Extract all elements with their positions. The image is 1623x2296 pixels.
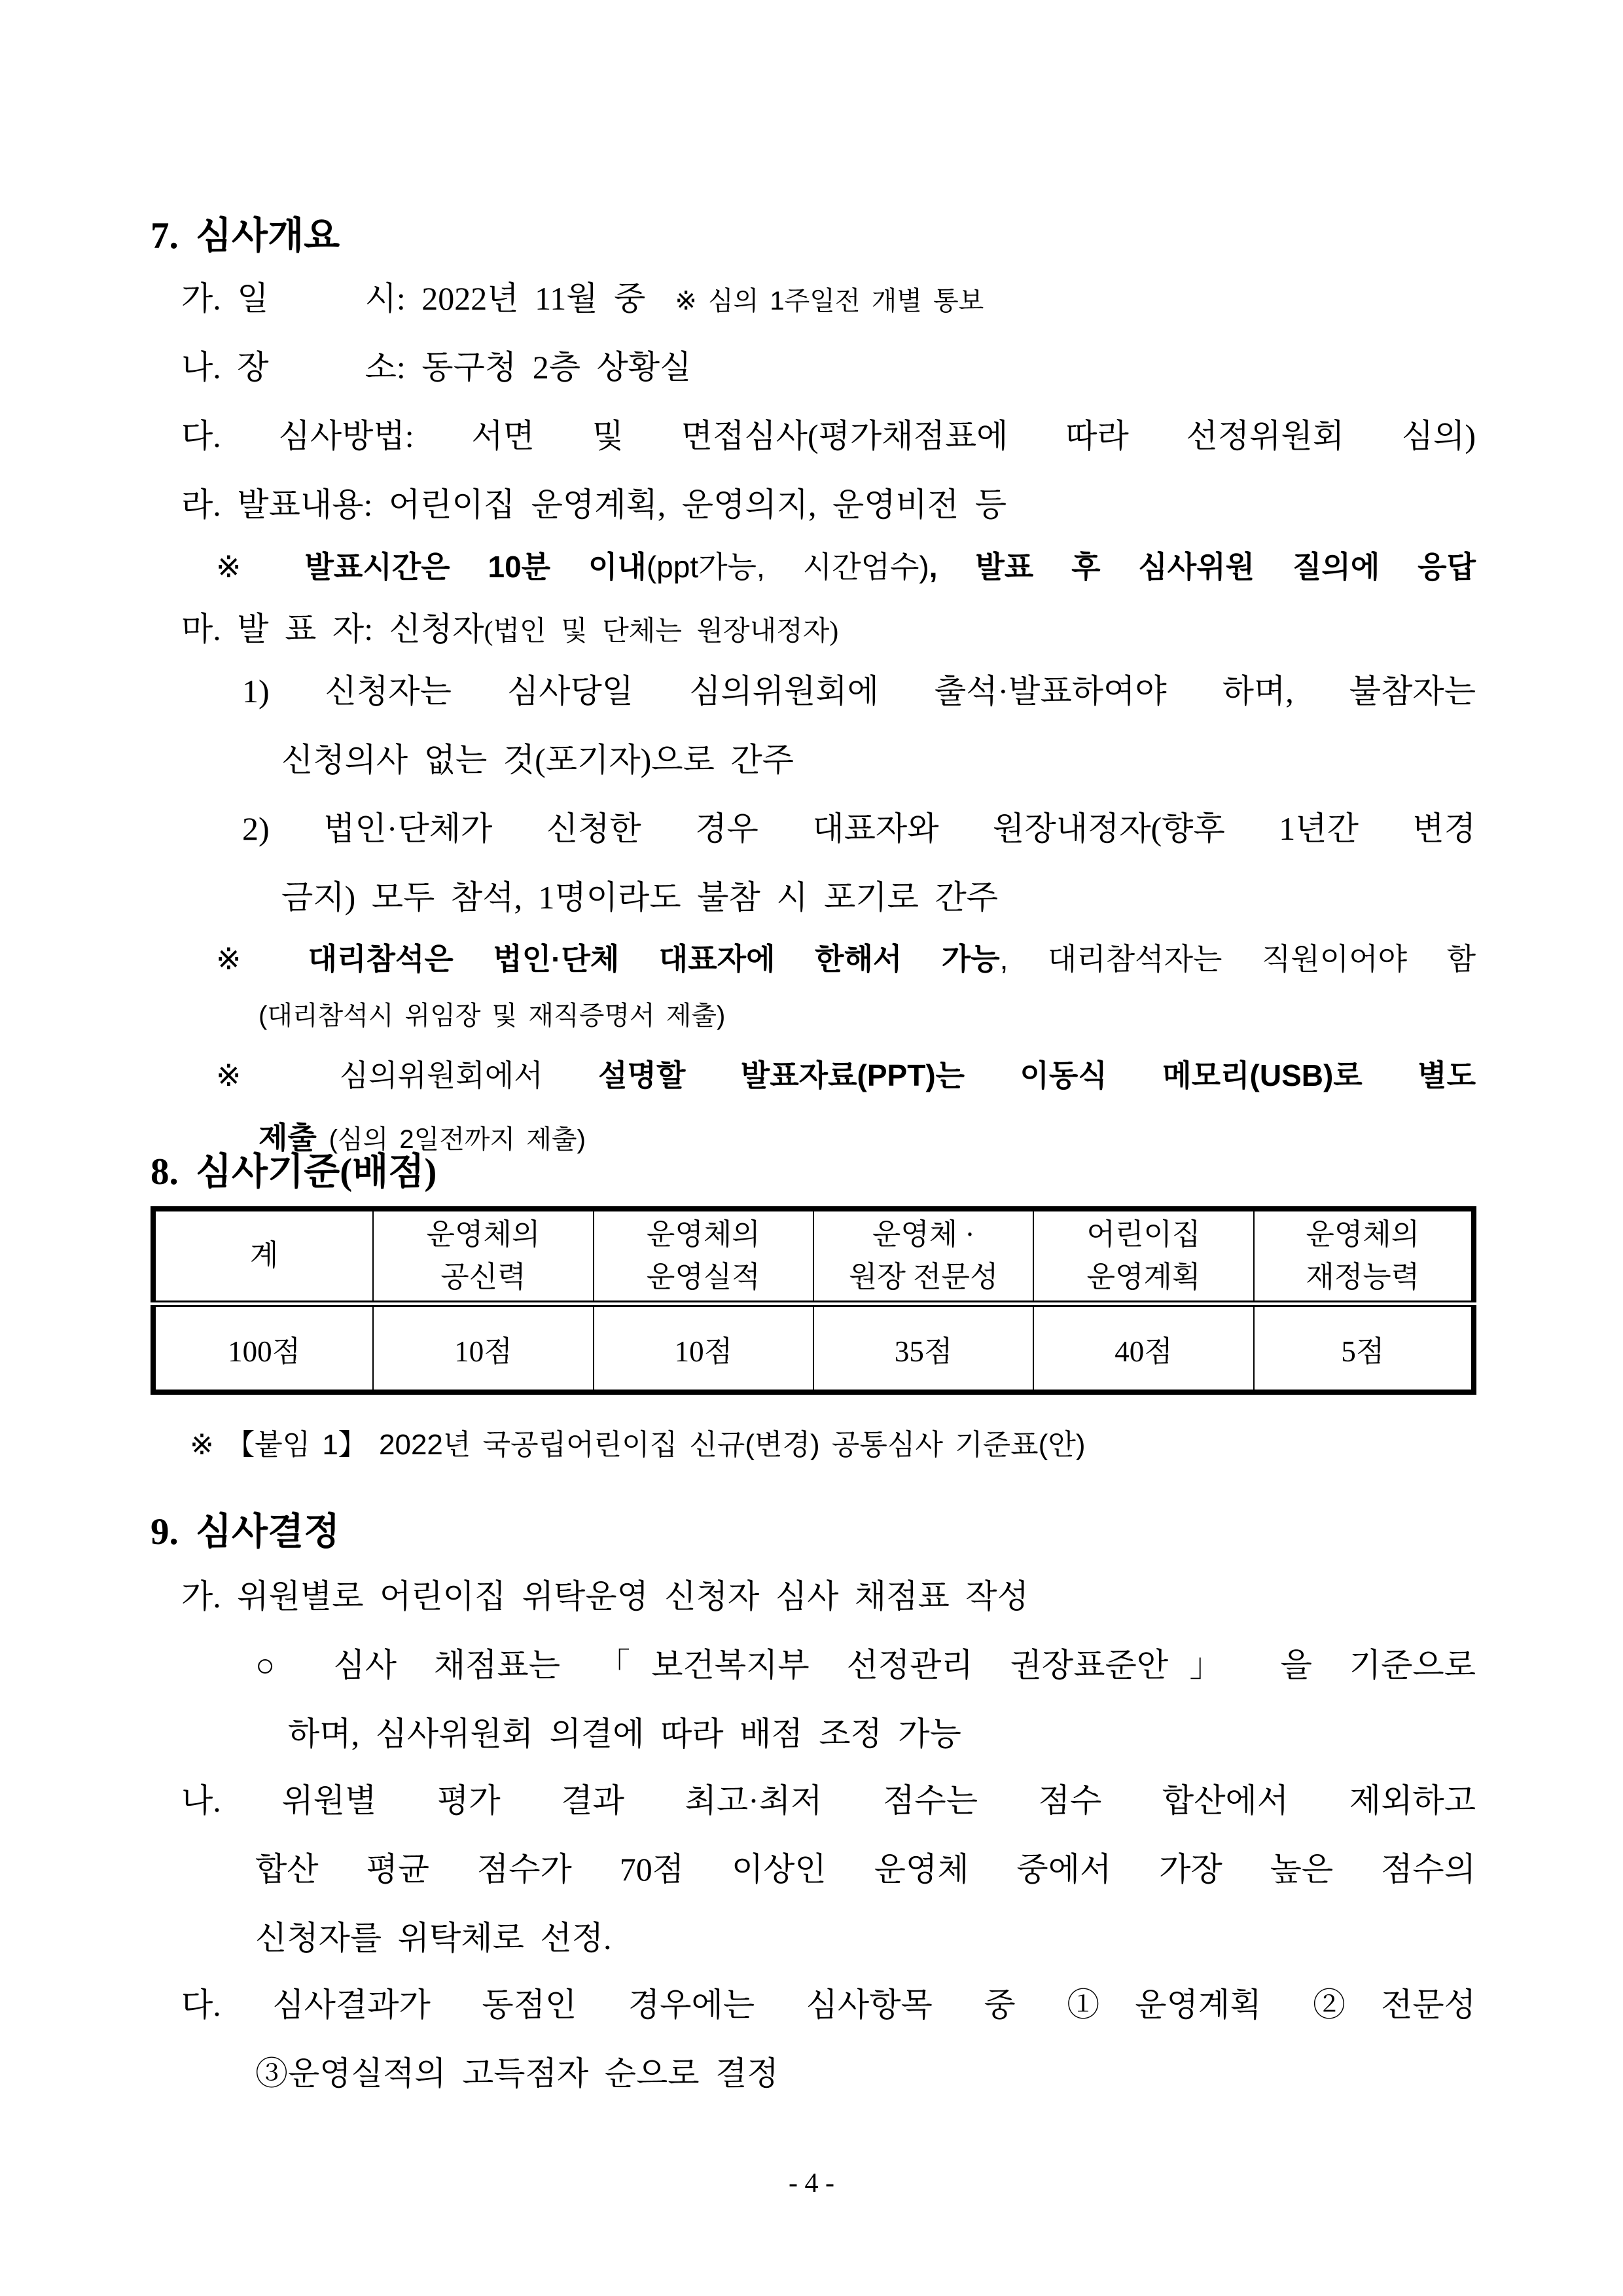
line-standard-2: 하며, 심사위원회 의결에 따라 배점 조정 가능: [288, 1715, 961, 1752]
line-place: 나. 장 소: 동구청 2층 상황실: [181, 349, 692, 386]
note2-mark: ※: [216, 942, 308, 976]
section8-title: 8. 심사기준(배점): [151, 1151, 437, 1193]
criteria-header-cell: 운영체의 공신력: [373, 1209, 593, 1304]
line-item2-1: 2) 법인·단체가 신청한 경우 대표자와 원장내정자(향후 1년간 변경: [242, 810, 1476, 847]
criteria-header-cell: 운영체의 재정능력: [1254, 1209, 1474, 1304]
note-proxy-attendance: [216, 941, 1476, 978]
note2-bold: 대리참석은 법인·단체 대표자에 한해서 가능: [308, 942, 1000, 976]
section9-title: 9. 심사결정: [151, 1511, 340, 1552]
note-usb-submission: [216, 1057, 1476, 1095]
criteria-header-cell: 운영체 · 원장 전문성: [813, 1209, 1033, 1304]
line-presentation-content: 라. 발표내용: 어린이집 운영계획, 운영의지, 운영비전 등: [181, 486, 1007, 523]
criteria-value-cell: 35점: [813, 1304, 1033, 1392]
note1-mark: ※: [216, 550, 305, 584]
section7-title: 7. 심사개요: [151, 215, 340, 257]
note-attachment: ※ 【붙임 1】 2022년 국공립어린이집 신규(변경) 공통심사 기준표(안): [190, 1429, 1086, 1461]
line-score-rule-2: 합산 평균 점수가 70점 이상인 운영체 중에서 가장 높은 점수의: [255, 1851, 1476, 1888]
note2-normal: , 대리참석자는 직원이어야 함: [999, 942, 1476, 976]
line-score-rule-3: 신청자를 위탁체로 선정.: [255, 1920, 612, 1956]
criteria-value-cell: 40점: [1033, 1304, 1253, 1392]
note1-normal: (ppt가능, 시간엄수): [646, 550, 929, 584]
criteria-header-cell: 운영체의 운영실적: [594, 1209, 813, 1304]
criteria-header-row: [153, 1209, 1474, 1304]
date-note: ※ 심의 1주일전 개별 통보: [675, 287, 984, 315]
criteria-value-cell: 100점: [228, 1335, 301, 1368]
note3-bold: 설명할 발표자료(PPT)는 이동식 메모리(USB)로 별도: [598, 1058, 1476, 1092]
note3b-bold: 제출: [259, 1121, 329, 1155]
line-tiebreak-1: 다. 심사결과가 동점인 경우에는 심사항목 중 ①운영계획 ②전문성: [181, 1986, 1476, 2023]
note1-bold2: , 발표 후 심사위원 질의에 응답: [929, 550, 1476, 584]
note-presentation-time: [216, 548, 1476, 586]
line-item1-2: 신청의사 없는 것(포기자)으로 간주: [281, 742, 794, 778]
note3-normal: ※ 심의위원회에서: [216, 1058, 599, 1092]
criteria-value-cell: 10점: [373, 1304, 593, 1392]
line-standard-1: ○ 심사 채점표는 「보건복지부 선정관리 권장표준안」 을 기준으로: [255, 1647, 1476, 1683]
criteria-value-row: [153, 1304, 1474, 1392]
page-number: - 4 -: [789, 2168, 834, 2198]
note3b-paren: (심의 2일전까지 제출): [329, 1125, 586, 1154]
line-item2-2: 금지) 모두 참석, 1명이라도 불참 시 포기로 간주: [281, 879, 999, 916]
line-item1-1: 1) 신청자는 심사당일 심의위원회에 출석·발표하여야 하며, 불참자는: [242, 673, 1476, 709]
date-text: 가. 일 시: 2022년 11월 중: [181, 280, 646, 317]
line-presenter: [181, 609, 838, 650]
line-scoring-sheet: 가. 위원별로 어린이집 위탁운영 신청자 심사 채점표 작성: [181, 1578, 1029, 1615]
criteria-table: [151, 1206, 1476, 1395]
criteria-value-cell: 5점: [1254, 1304, 1474, 1392]
presenter-text: 마. 발 표 자: 신청자: [181, 611, 484, 647]
line-score-rule-1: 나. 위원별 평가 결과 최고·최저 점수는 점수 합산에서 제외하고: [181, 1782, 1476, 1819]
note-proxy-documents: (대리참석시 위임장 및 재직증명서 제출): [259, 1001, 726, 1030]
criteria-header-cell: 계: [153, 1209, 373, 1304]
criteria-value-cell: 10점: [594, 1304, 813, 1392]
criteria-header-cell: 어린이집 운영계획: [1033, 1209, 1253, 1304]
line-method: 다. 심사방법: 서면 및 면접심사(평가채점표에 따라 선정위원회 심의): [181, 418, 1476, 454]
line-tiebreak-2: ③운영실적의 고득점자 순으로 결정: [255, 2055, 779, 2092]
line-date: [181, 278, 984, 319]
note1-bold1: 발표시간은 10분 이내: [304, 550, 647, 584]
presenter-paren: (법인 및 단체는 원장내정자): [484, 617, 839, 647]
